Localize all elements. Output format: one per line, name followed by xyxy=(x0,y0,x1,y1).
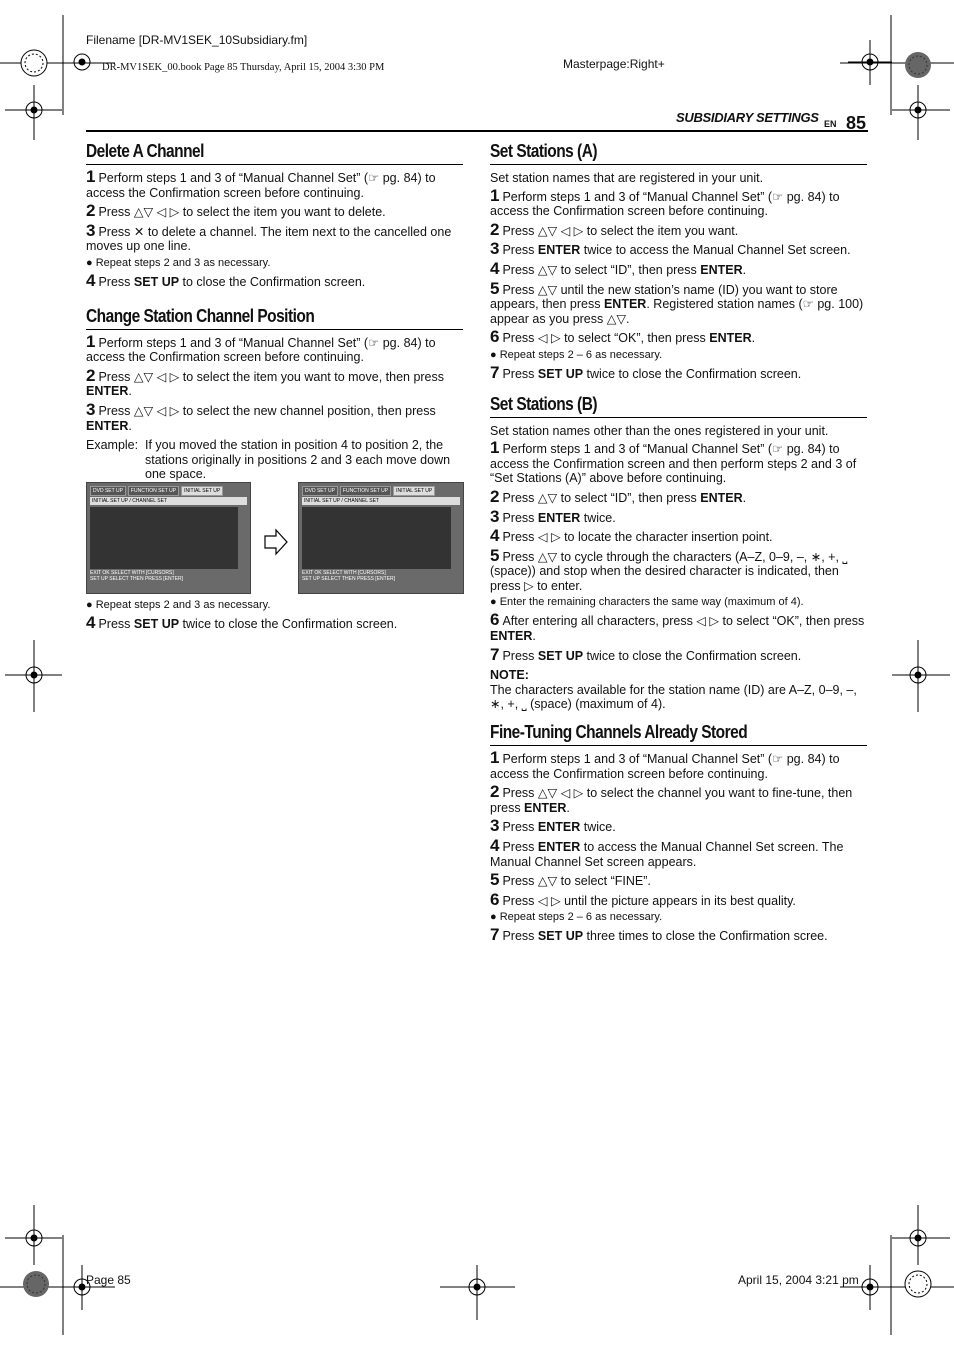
section-rule xyxy=(86,164,463,165)
set-a-step-7: 7 Press SET UP twice to close the Confirmation screen. xyxy=(490,362,802,382)
masterpage-label: Masterpage:Right+ xyxy=(563,57,665,71)
fine-step-3: 3 Press ENTER twice. xyxy=(490,816,616,836)
lang-label: EN xyxy=(824,119,837,129)
delete-step-1: 1 Perform steps 1 and 3 of “Manual Channel Set” (☞ pg. 84) to access the Confirmation screen before continuing. xyxy=(86,167,436,200)
set-a-step-3: 3 Press ENTER twice to access the Manual Channel Set screen. xyxy=(490,239,851,259)
change-step-4: 4 Press SET UP twice to close the Confirmation screen. xyxy=(86,613,398,632)
section-rule xyxy=(490,417,867,418)
fine-step-2: 2 Press △▽ ◁ ▷ to select the channel you want to fine-tune, then press ENTER. xyxy=(490,782,853,815)
footer-date: April 15, 2004 3:21 pm xyxy=(738,1273,859,1287)
change-example: Example: If you moved the station in position 4 to position 2, the stations originally in positions 2 and 3 each move down one space. xyxy=(86,438,451,482)
section-rule xyxy=(86,329,463,330)
set-a-bullet: ● Repeat steps 2 – 6 as necessary. xyxy=(490,348,663,361)
fine-bullet: ● Repeat steps 2 – 6 as necessary. xyxy=(490,911,663,924)
section-rule xyxy=(490,164,867,165)
section-rule xyxy=(490,745,867,746)
set-a-step-1: 1 Perform steps 1 and 3 of “Manual Channel Set” (☞ pg. 84) to access the Confirmation screen before continuing. xyxy=(490,185,840,219)
set-b-step-2: 2 Press △▽ to select “ID”, then press ENTER. xyxy=(490,486,747,506)
set-b-step-6: 6 After entering all characters, press ◁ ▷ to select “OK”, then press ENTER. xyxy=(490,610,865,644)
fine-step-5: 5 Press △▽ to select “FINE”. xyxy=(490,870,651,890)
set-b-intro: Set station names other than the ones registered in your unit. xyxy=(490,423,829,438)
change-step-3: 3 Press △▽ ◁ ▷ to select the new channel position, then press ENTER. xyxy=(86,399,436,433)
set-b-step-3: 3 Press ENTER twice. xyxy=(490,506,616,526)
set-b-step-1: 1 Perform steps 1 and 3 of “Manual Channel Set” (☞ pg. 84) to access the Confirmation screen and then perform steps 2 and 3 of “Set Stations (A)” above before continuing. xyxy=(490,438,857,486)
fine-step-6: 6 Press ◁ ▷ until the picture appears in its best quality. xyxy=(490,889,796,909)
note-text: The characters available for the station name (ID) are A–Z, 0–9, –, ∗, +, ⎵ (space) (maximum of 4). xyxy=(490,682,857,712)
change-title: Change Station Channel Position xyxy=(86,305,315,326)
set-a-intro: Set station names that are registered in your unit. xyxy=(490,171,764,185)
page-number: 85 xyxy=(846,113,867,133)
set-a-title: Set Stations (A) xyxy=(490,141,598,161)
set-b-step-5: 5 Press △▽ to cycle through the characters (A–Z, 0–9, –, ∗, +, ⎵ (space)) and stop when the desired character is indicated, then press ▷ to enter. xyxy=(490,545,848,593)
set-b-step-7: 7 Press SET UP twice to close the Confirmation screen. xyxy=(490,644,802,664)
book-info: DR-MV1SEK_00.book Page 85 Thursday, April 15, 2004 3:30 PM xyxy=(102,62,385,73)
channel-screen-before: DVD SET UP FUNCTION SET UP INITIAL SET UP INITIAL SET UP / CHANNEL SET EXIT OK SELECT WITH [CURSORS] SET UP SELECT THEN PRESS [ENTER] xyxy=(86,482,251,594)
filename-label: Filename [DR-MV1SEK_10Subsidiary.fm] xyxy=(86,33,308,47)
set-b-title: Set Stations (B) xyxy=(490,393,598,414)
change-step-1: 1 Perform steps 1 and 3 of “Manual Channel Set” (☞ pg. 84) to access the Confirmation screen before continuing. xyxy=(86,331,436,365)
set-a-step-6: 6 Press ◁ ▷ to select “OK”, then press ENTER. xyxy=(490,327,756,347)
left-column-bottom xyxy=(86,601,463,637)
section-title: SUBSIDIARY SETTINGS xyxy=(676,110,819,125)
footer-page: Page 85 xyxy=(86,1273,131,1287)
set-b-bullet: ● Enter the remaining characters the same way (maximum of 4). xyxy=(490,596,804,609)
fine-title: Fine-Tuning Channels Already Stored xyxy=(490,722,748,743)
fine-step-4: 4 Press ENTER to access the Manual Channel Set screen. The Manual Channel Set screen appears. xyxy=(490,836,844,869)
change-step-2: 2 Press △▽ ◁ ▷ to select the item you want to move, then press ENTER. xyxy=(86,365,445,399)
set-b-step-4: 4 Press ◁ ▷ to locate the character insertion point. xyxy=(490,526,773,546)
set-a-step-5: 5 Press △▽ until the new station’s name (ID) you want to store appears, then press ENTER. Registered station names (☞ pg. 100) appear as you press △▽. xyxy=(490,278,864,326)
change-bullet: ● Repeat steps 2 and 3 as necessary. xyxy=(86,599,271,611)
set-a-step-4: 4 Press △▽ to select “ID”, then press ENTER. xyxy=(490,258,747,278)
left-column xyxy=(86,141,463,482)
arrow-right-icon xyxy=(263,528,289,556)
set-a-step-2: 2 Press △▽ ◁ ▷ to select the item you want. xyxy=(490,219,739,239)
right-column xyxy=(490,141,867,949)
delete-title: Delete A Channel xyxy=(86,141,204,161)
fine-step-1: 1 Perform steps 1 and 3 of “Manual Channel Set” (☞ pg. 84) to access the Confirmation screen before continuing. xyxy=(490,748,840,781)
delete-step-4: 4 Press SET UP to close the Confirmation screen. xyxy=(86,270,366,290)
channel-screen-after: DVD SET UP FUNCTION SET UP INITIAL SET UP INITIAL SET UP / CHANNEL SET EXIT OK SELECT WITH [CURSORS] SET UP SELECT THEN PRESS [ENTER] xyxy=(298,482,464,594)
delete-bullet: ● Repeat steps 2 and 3 as necessary. xyxy=(86,256,271,269)
delete-step-3: 3 Press ✕ to delete a channel. The item next to the cancelled one moves up one line. xyxy=(86,220,452,254)
header-rule xyxy=(86,130,868,132)
fine-step-7: 7 Press SET UP three times to close the Confirmation scree. xyxy=(490,925,828,945)
note-label: NOTE: xyxy=(490,668,529,683)
delete-step-2: 2 Press △▽ ◁ ▷ to select the item you want to delete. xyxy=(86,201,386,221)
